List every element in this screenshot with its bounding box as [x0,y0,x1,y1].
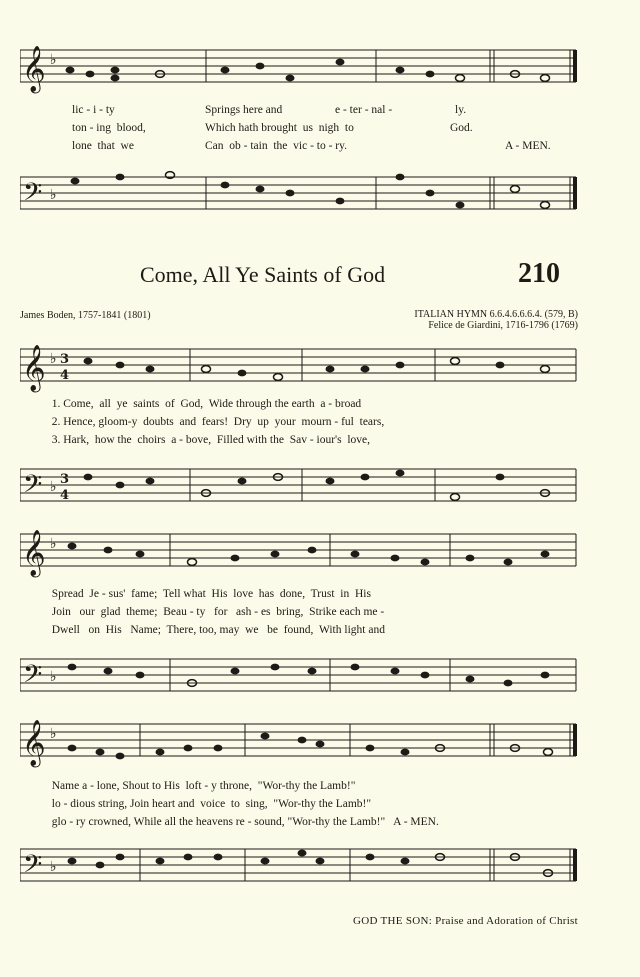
hymn-author: James Boden, 1757-1841 (1801) [20,310,151,321]
prev-treble-staff [20,40,580,100]
prev-line2-c: God. [450,122,473,134]
svg-text:𝄢: 𝄢 [23,178,43,213]
system1-bass-staff [20,455,580,515]
system2-verse3: Dwell on His Name; There, too, may we be found, With light and [51,624,385,636]
prev-line1-c: e - ter - nal - [335,104,393,116]
prev-bass-staff [20,165,580,225]
svg-text:♭: ♭ [50,669,57,685]
system3-verse2: lo - dious string, Join heart and voice to sing, "Wor-thy the Lamb!" [51,798,372,810]
prev-line1-d: ly. [455,104,467,116]
system1-treble-staff [20,335,580,395]
prev-line1-b: Springs here and [205,104,283,116]
svg-text:𝄞: 𝄞 [22,530,46,576]
prev-line1-a: lic - i - ty [72,104,115,116]
svg-text:♭: ♭ [50,52,57,68]
svg-text:♭: ♭ [50,351,57,367]
system1-verse1: 1. Come, all ye saints of God, Wide through the earth a - broad [51,398,362,410]
system3-lyrics [46,780,640,828]
system3-bass-staff [20,835,580,900]
prev-line3-a: lone that we [72,140,134,152]
section-footer: GOD THE SON: Praise and Adoration of Christ [352,915,578,927]
system3-verse3: glo - ry crowned, While all the heavens re - sound, "Wor-thy the Lamb!" A - MEN. [51,816,439,828]
prev-line3-c: A - MEN. [505,140,551,152]
prev-line3-b: Can ob - tain the vic - to - ry. [205,140,348,152]
svg-text:3: 3 [60,352,70,367]
prev-line2-a: ton - ing blood, [72,122,146,134]
svg-text:𝄞: 𝄞 [22,720,46,766]
system3-verse1: Name a - lone, Shout to His loft - y throne, "Wor-thy the Lamb!" [51,780,356,792]
hymn-title: Come, All Ye Saints of God [140,262,386,287]
svg-text:𝄢: 𝄢 [23,660,43,695]
svg-text:4: 4 [60,488,70,503]
hymn-number: 210 [518,258,560,289]
system2-treble-staff [20,520,580,585]
system2-bass-staff [20,645,580,710]
system2-verse2: Join our glad theme; Beau - ty for ash - es bring, Strike each me - [51,606,385,618]
system3-treble-staff [20,710,580,775]
svg-text:♭: ♭ [50,726,57,742]
tune-name: ITALIAN HYMN 6.6.4.6.6.6.4. (579, B) [414,309,578,320]
svg-text:♭: ♭ [50,859,57,875]
prev-line2-b: Which hath brought us nigh to [205,122,354,134]
system2-lyrics [46,588,640,636]
svg-text:𝄢: 𝄢 [23,470,43,505]
svg-text:𝄢: 𝄢 [23,850,43,885]
svg-text:3: 3 [60,472,70,487]
svg-text:♭: ♭ [50,536,57,552]
svg-text:♭: ♭ [50,187,57,203]
svg-text:4: 4 [60,368,70,383]
system1-lyrics [46,398,640,446]
svg-text:𝄞: 𝄞 [22,46,46,92]
system2-verse1: Spread Je - sus' fame; Tell what His love has done, Trust in His [51,588,371,600]
system1-verse2: 2. Hence, gloom-y doubts and fears! Dry up your mourn - ful tears, [51,416,385,428]
svg-text:𝄞: 𝄞 [22,345,46,391]
system1-verse3: 3. Hark, how the choirs a - bove, Filled with the Sav - iour's love, [51,434,371,446]
composer: Felice de Giardini, 1716-1796 (1769) [428,320,578,331]
svg-text:♭: ♭ [50,479,57,495]
